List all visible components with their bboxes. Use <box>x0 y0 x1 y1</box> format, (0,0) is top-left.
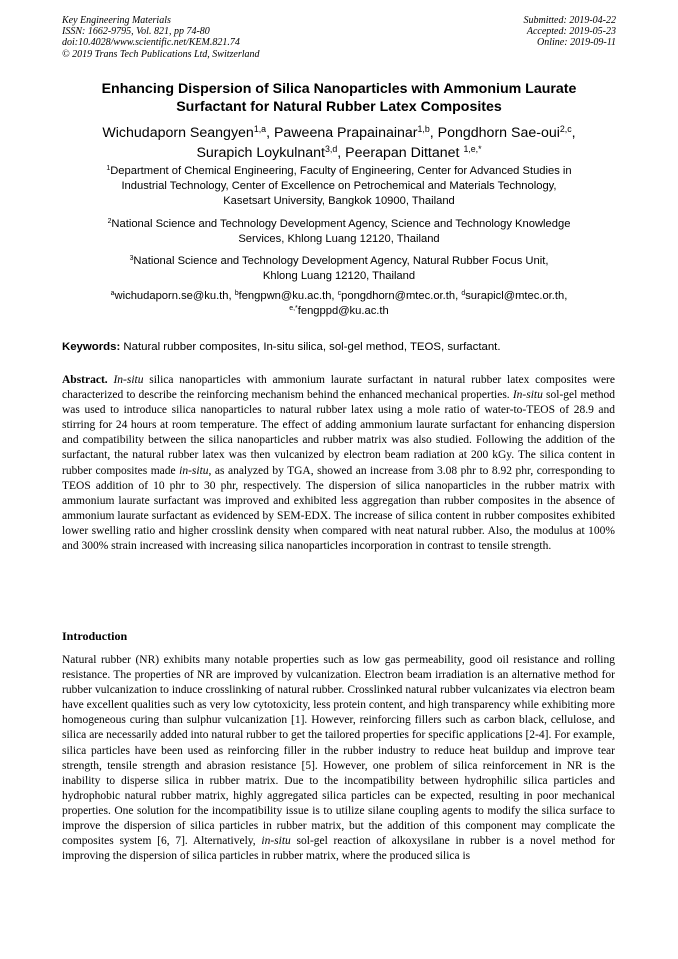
email-address: wichudaporn.se@ku.th, <box>114 290 235 302</box>
affiliation-line: Industrial Technology, Center of Excellence on Petrochemical and Materials Technology, <box>121 180 557 192</box>
author-separator: , <box>571 125 576 141</box>
keywords-label: Keywords: <box>62 341 121 353</box>
author-affiliation-mark: 1,e,* <box>463 144 482 155</box>
affiliation-line: Services, Khlong Luang 12120, Thailand <box>238 233 440 245</box>
email-mark: b <box>234 290 239 298</box>
introduction-text: sol-gel reaction of alkoxysilane in rubber is a novel method for improving the dispersion of silica particles in rubber matrix, where the produced silica is <box>62 835 615 863</box>
italic-term: In-situ <box>113 374 144 386</box>
author-list <box>40 123 638 163</box>
italic-term: in-situ <box>261 835 291 848</box>
email-line-2 <box>48 304 630 319</box>
affiliation-line <box>48 217 630 232</box>
paper-title <box>50 80 628 116</box>
title-line-1: Enhancing Dispersion of Silica Nanoparticles with Ammonium Laurate <box>101 81 577 97</box>
italic-term: in-situ <box>179 464 209 477</box>
accepted-date: Accepted: 2019-05-23 <box>526 26 616 38</box>
title-line-2: Surfactant for Natural Rubber Latex Composites <box>176 99 502 115</box>
keywords <box>62 340 622 355</box>
doi: doi:10.4028/www.scientific.net/KEM.821.74 <box>62 37 240 49</box>
introduction-body <box>62 653 615 953</box>
email-address: surapicl@mtec.or.th, <box>465 290 568 302</box>
author-affiliation-mark: 3,d <box>325 144 338 155</box>
abstract <box>62 373 615 554</box>
submitted-date: Submitted: 2019-04-22 <box>523 15 616 26</box>
author-separator: , <box>337 145 346 161</box>
affiliation-1 <box>48 164 630 209</box>
affiliation-line: Khlong Luang 12120, Thailand <box>262 270 416 282</box>
affiliation-line: Kasetsart University, Bangkok 10900, Thailand <box>223 195 455 207</box>
affiliation-2 <box>48 217 630 247</box>
abstract-text: silica nanoparticles with ammonium laurate surfactant in natural rubber latex composites were characterized to describe the reinforcing mechanism behind the enhanced mechanical properties. <box>62 374 615 402</box>
author-separator: , <box>429 125 438 141</box>
author-line-1 <box>40 123 638 143</box>
section-heading-introduction: Introduction <box>62 629 128 643</box>
introduction-paragraph <box>62 653 615 864</box>
author-name: Paweena Prapainainar <box>273 125 418 141</box>
journal-info <box>62 15 260 60</box>
affiliation-mark: 3 <box>129 255 134 263</box>
italic-term: In-situ <box>512 389 543 402</box>
email-mark: e,* <box>289 305 298 313</box>
author-name: Wichudaporn Seangyen <box>102 125 254 141</box>
author-name: Pongdhorn Sae-oui <box>437 125 560 141</box>
abstract-paragraph <box>62 373 615 554</box>
email-mark: a <box>110 290 115 298</box>
online-date: Online: 2019-09-11 <box>537 37 616 49</box>
email-address: fengppd@ku.ac.th <box>297 305 389 317</box>
affiliation-mark: 1 <box>106 165 111 173</box>
issn: ISSN: 1662-9795, Vol. 821, pp 74-80 <box>62 26 210 38</box>
copyright: © 2019 Trans Tech Publications Ltd, Switzerland <box>62 48 260 60</box>
email-mark: d <box>461 290 466 298</box>
author-emails <box>48 289 630 319</box>
affiliation-line <box>48 164 630 179</box>
abstract-text: , as analyzed by TGA, showed an increase from 3.08 phr to 8.92 phr, corresponding to TEOS addition of 10 phr to 30 phr, respectively. The dispersion of silica nanoparticles in the rubber matrix with ammonium laurate surfactant was improved and exhibited less aggregation than rubber composites in the absence of ammonium laurate surfactant as evidenced by SEM-EDX. The increase of silica content in rubber composites exhibited lower swelling ratio and higher crosslink density when compared with neat natural rubber. Also, the modulus at 100% and 300% strain increased with increasing silica nanoparticles incorporation in contrast to tensile strength. <box>62 464 615 553</box>
affiliation-text: National Science and Technology Development Agency, Science and Technology Knowledge <box>111 218 571 230</box>
journal-name: Key Engineering Materials <box>62 15 171 26</box>
publication-dates <box>524 15 617 49</box>
author-separator: , <box>266 125 274 141</box>
email-address: fengpwn@ku.ac.th, <box>238 290 338 302</box>
author-affiliation-mark: 2,c <box>559 124 572 135</box>
affiliation-text: National Science and Technology Development Agency, Natural Rubber Focus Unit, <box>133 255 549 267</box>
author-name: Peerapan Dittanet <box>345 145 464 161</box>
affiliation-mark: 2 <box>107 218 112 226</box>
abstract-heading: Abstract. <box>62 374 108 386</box>
affiliation-text: Department of Chemical Engineering, Faculty of Engineering, Center for Advanced Studies in <box>110 165 572 177</box>
author-affiliation-mark: 1,a <box>253 124 267 135</box>
email-line-1 <box>48 289 630 304</box>
author-affiliation-mark: 1,b <box>417 124 430 135</box>
keywords-text: Natural rubber composites, In-situ silica, sol-gel method, TEOS, surfactant. <box>120 341 501 353</box>
abstract-text: sol-gel method was used to introduce silica nanoparticles to natural rubber latex using a mole ratio of water-to-TEOS of 28.9 and stirring for 24 hours at room temperature. The effect of adding ammonium laurate surfactant for enhancing dispersion and compatibility between the silica nanoparticles and rubber matrix was also studied. Following the addition of the surfactant, the natural rubber latex was then vulcanized by electron beam radiation at 200 kGy. The silica content in rubber composites made <box>62 389 615 477</box>
author-name: Surapich Loykulnant <box>196 145 325 161</box>
introduction-text: Natural rubber (NR) exhibits many notable properties such as low gas permeability, good oil resistance and rolling resistance. The properties of NR are improved by vulcanization. Electron beam irradiation is an alternative method for rubber vulcanization to induce crosslinking of natural rubber. Crosslinked natural rubber vulcanizates via electron beam have excellent qualities such as very low cytotoxicity, less protein content, and high transparency while exhibiting more homogeneous curing than sulphur vulcanization [1]. However, reinforcing fillers such as carbon black, cellulose, and silica are necessarily added into natural rubber to get the tailored properties for specific applications [2-4]. For example, silica particles have been used as reinforcing filler in the rubber industry to reduce heat buildup and improve tear strength, tensile strength and abrasion resistance [5]. However, one problem of silica reinforcement in NR is the inability to disperse silica in rubber matrix. Due to the incompatibility between hydrophilic silica particles and hydrophobic natural rubber matrix, highly aggregated silica particles can be expected, resulting in poor mechanical properties. One solution for the incompatibility issue is to utilize silane coupling agents to modify the silica surface to improve the dispersion of silica particles in rubber matrix, but the addition of this component may complicate the composites system [6, 7]. Alternatively, <box>62 654 615 848</box>
email-mark: c <box>337 290 342 298</box>
email-address: pongdhorn@mtec.or.th, <box>341 290 462 302</box>
affiliation-3 <box>48 254 630 284</box>
affiliation-line <box>48 254 630 269</box>
author-line-2 <box>40 143 638 163</box>
